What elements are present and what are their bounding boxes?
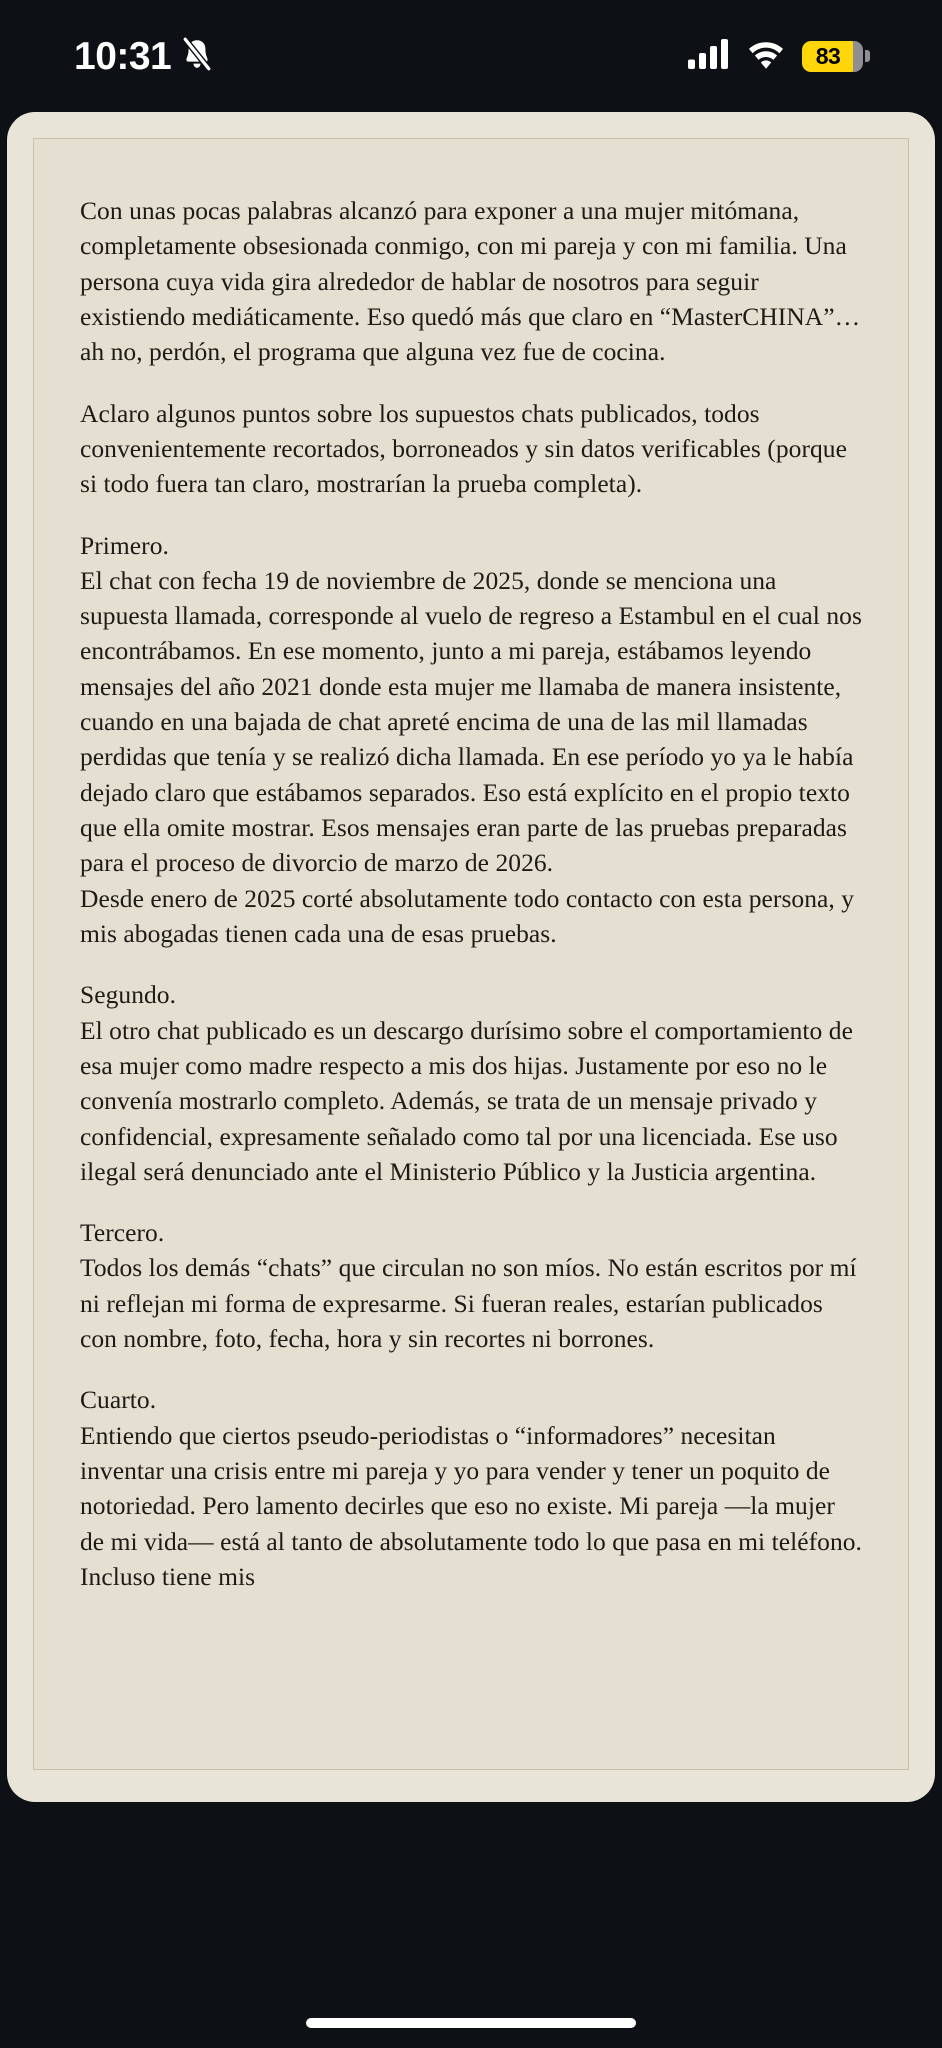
heading-tercero: Tercero. (80, 1218, 165, 1248)
paragraph-intro: Con unas pocas palabras alcanzó para exponer a una mujer mitómana, completamente obsesionada conmigo, con mi pareja y con mi familia. Una persona cuya vida gira alrededor de hablar de nosotros para seguir existiendo mediáticamente. Eso quedó más que claro en “MasterCHINA”… ah no, perdón, el programa que alguna vez fue de cocina. (80, 196, 861, 367)
paragraph-primero-body: El chat con fecha 19 de noviembre de 2025, donde se menciona una supuesta llamada, corresponde al vuelo de regreso a Estambul en el cual nos encontrábamos. En ese momento, junto a mi pareja, estábamos leyendo mensajes del año 2021 donde esta mujer me llamaba de manera insistente, cuando en una bajada de chat apreté encima de una de las mil llamadas perdidas que tenía y se realizó dicha llamada. En ese período yo ya le había dejado claro que estábamos separados. Eso está explícito en el propio texto que ella omite mostrar. Esos mensajes eran parte de las pruebas preparadas para el proceso de divorcio de marzo de 2026. (80, 565, 862, 878)
battery-cap-icon (865, 50, 870, 62)
paragraph-segundo-body: El otro chat publicado es un descargo durísimo sobre el comportamiento de esa mujer como madre respecto a mis dos hijas. Justamente por eso no le convenía mostrarlo completo. Además, se trata de un mensaje privado y confidencial, expresamente señalado como tal por una licenciada. Ese uso ilegal será denunciado ante el Ministerio Público y la Justicia argentina. (80, 1015, 853, 1186)
battery-body (802, 41, 863, 72)
paragraph-aclaracion: Aclaro algunos puntos sobre los supuestos chats publicados, todos convenientemente recortados, borroneados y sin datos verificables (porque si todo fuera tan claro, mostrarían la prueba completa). (80, 398, 847, 499)
bell-slash-icon (181, 37, 213, 76)
heading-cuarto: Cuarto. (80, 1385, 157, 1415)
wifi-icon (745, 38, 787, 74)
home-indicator[interactable] (306, 2018, 636, 2028)
status-bar-right (688, 38, 870, 74)
paragraph-cuarto-body: Entiendo que ciertos pseudo-periodistas o “informadores” necesitan inventar una crisis entre mi pareja y yo para vender y tener un poquito de notoriedad. Pero lamento decirles que eso no existe. Mi pareja —la mujer de mi vida— está al tanto de absolutamente todo lo que pasa en mi teléfono. Incluso tiene mis (80, 1420, 862, 1591)
statement-inner-frame (33, 138, 909, 1770)
cellular-signal-icon (688, 39, 730, 74)
status-bar (0, 0, 942, 112)
paragraph-tercero-body: Todos los demás “chats” que circulan no son míos. No están escritos por mí ni reflejan mi forma de expresarme. Si fueran reales, estarían publicados con nombre, foto, fecha, hora y sin recortes ni borrones. (80, 1253, 857, 1354)
battery-indicator (802, 41, 870, 72)
statement-text-body (80, 193, 862, 1594)
status-bar-left (74, 34, 213, 78)
statement-card (7, 112, 935, 1802)
status-bar-clock: 10:31 (74, 34, 172, 78)
heading-segundo: Segundo. (80, 980, 177, 1010)
paragraph-primero-cierre: Desde enero de 2025 corté absolutamente todo contacto con esta persona, y mis abogadas tienen cada una de esas pruebas. (80, 883, 855, 948)
battery-percentage-label: 83 (815, 42, 841, 69)
heading-primero: Primero. (80, 530, 169, 560)
